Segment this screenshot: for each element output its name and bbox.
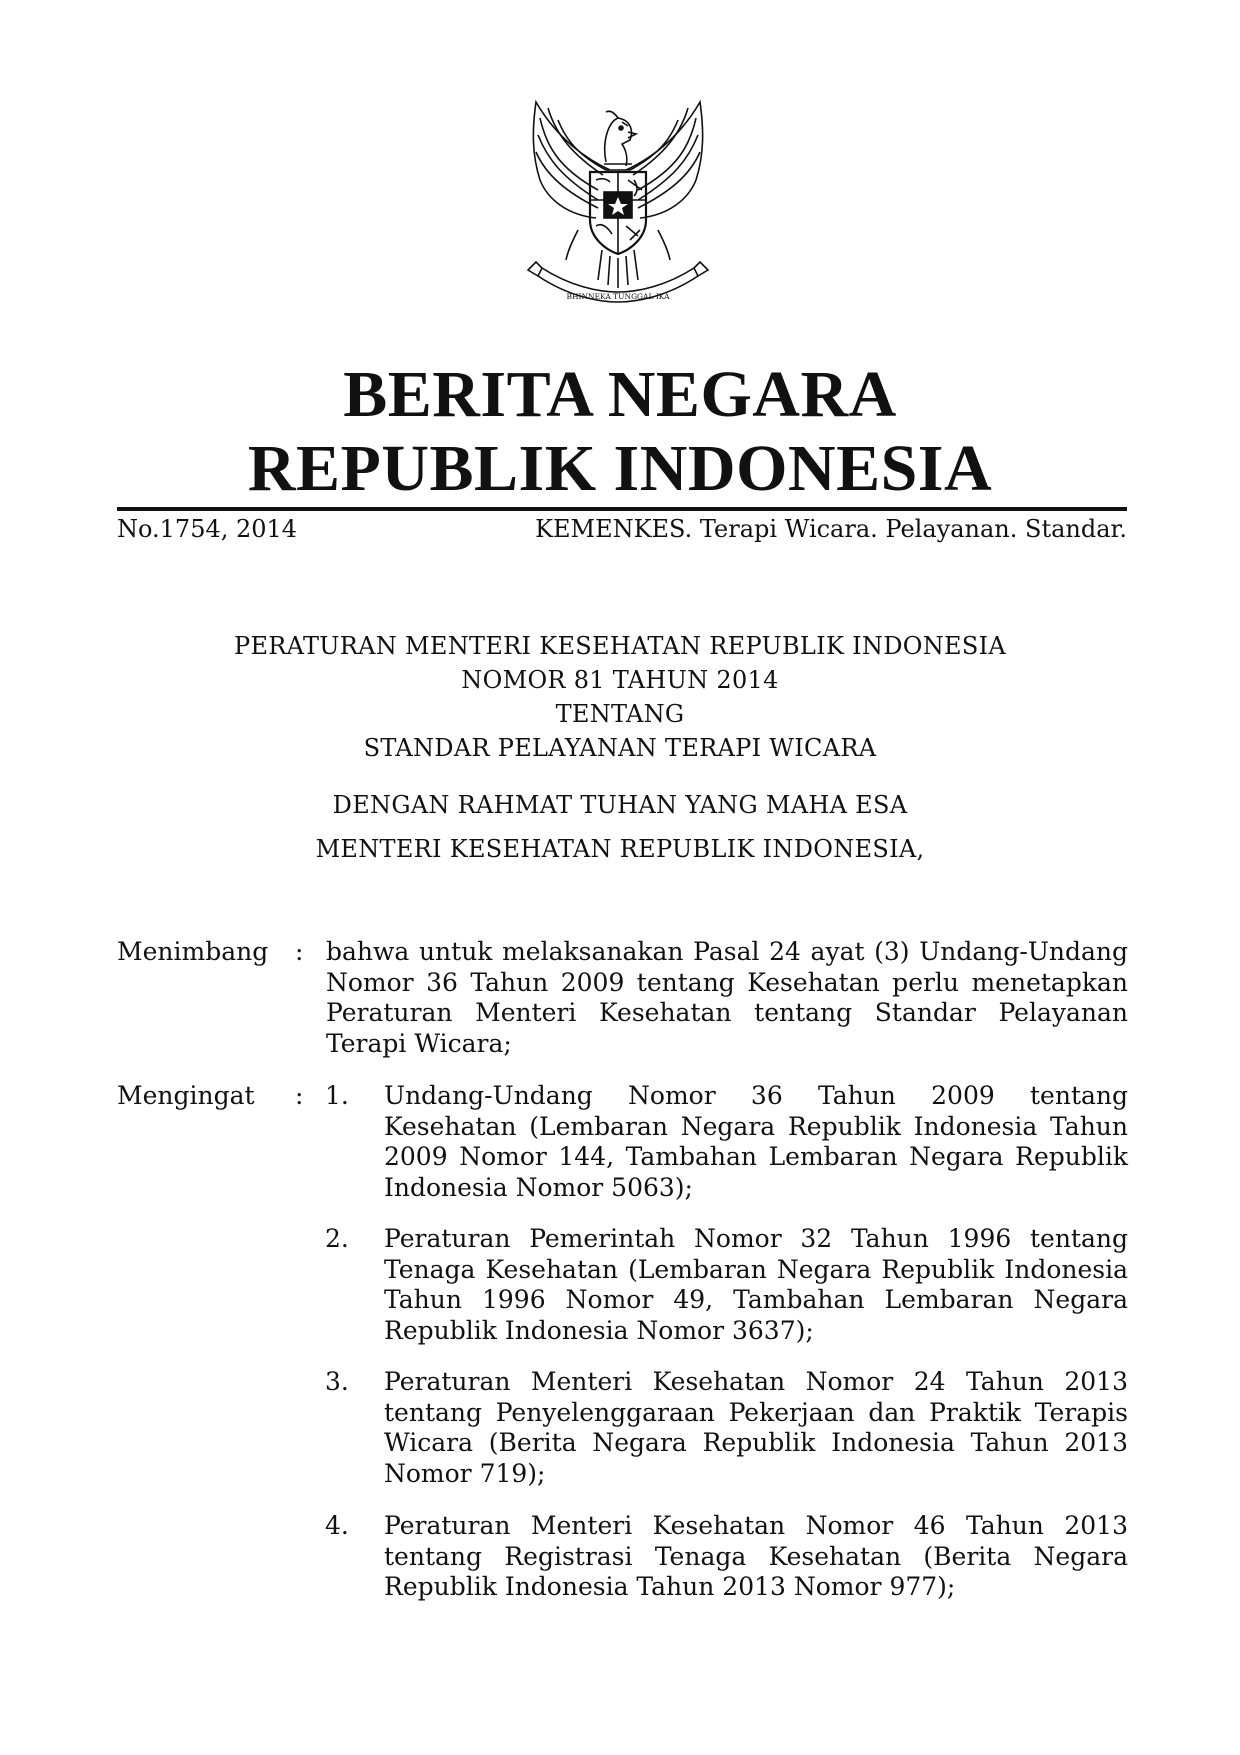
menimbang-colon: :	[295, 937, 304, 966]
list-item-number: 1.	[325, 1081, 349, 1110]
minister-line: MENTERI KESEHATAN REPUBLIK INDONESIA,	[315, 835, 925, 863]
list-item-text: Peraturan Pemerintah Nomor 32 Tahun 1996 tentang Tenaga Kesehatan (Lembaran Negara Republik Indonesia Tahun 1996 Nomor 49, Tambahan Lembaran Negara Republik Indonesia Nomor 3637);	[384, 1224, 1128, 1345]
menimbang-label: Menimbang	[117, 937, 269, 966]
menimbang-text: bahwa untuk melaksanakan Pasal 24 ayat (3) Undang-Undang Nomor 36 Tahun 2009 tentang Kesehatan perlu menetapkan Peraturan Menteri Kesehatan tentang Standar Pelayanan Terapi Wicara;	[326, 937, 1128, 1058]
regulation-title: PERATURAN MENTERI KESEHATAN REPUBLIK INDONESIA	[234, 632, 1006, 660]
garuda-pancasila-emblem	[518, 100, 718, 305]
gazette-title-line1: BERITA NEGARA	[343, 358, 897, 431]
mengingat-label: Mengingat	[117, 1081, 255, 1110]
list-item-number: 2.	[325, 1224, 349, 1253]
svg-text:BHINNEKA TUNGGAL IKA: BHINNEKA TUNGGAL IKA	[566, 292, 670, 301]
mengingat-colon: :	[295, 1081, 304, 1110]
list-item-text: Peraturan Menteri Kesehatan Nomor 46 Tahun 2013 tentang Registrasi Tenaga Kesehatan (Berita Negara Republik Indonesia Tahun 2013 Nomor 977);	[384, 1511, 1128, 1601]
list-item-text: Peraturan Menteri Kesehatan Nomor 24 Tahun 2013 tentang Penyelenggaraan Pekerjaan dan Praktik Terapis Wicara (Berita Negara Republik Indonesia Tahun 2013 Nomor 719);	[384, 1367, 1128, 1488]
list-item-number: 4.	[325, 1511, 349, 1540]
regulation-number: NOMOR 81 TAHUN 2014	[461, 666, 779, 694]
regulation-subject: STANDAR PELAYANAN TERAPI WICARA	[363, 734, 877, 762]
gazette-category: KEMENKES. Terapi Wicara. Pelayanan. Standar.	[535, 515, 1127, 543]
regulation-tentang: TENTANG	[555, 700, 685, 728]
header-divider	[117, 507, 1127, 511]
gazette-number: No.1754, 2014	[117, 515, 298, 543]
gazette-title-line2: REPUBLIK INDONESIA	[247, 432, 993, 505]
list-item-number: 3.	[325, 1367, 349, 1396]
list-item-text: Undang-Undang Nomor 36 Tahun 2009 tentang Kesehatan (Lembaran Negara Republik Indonesia Tahun 2009 Nomor 144, Tambahan Lembaran Negara Republik Indonesia Nomor 5063);	[384, 1081, 1128, 1202]
preamble-line: DENGAN RAHMAT TUHAN YANG MAHA ESA	[332, 791, 908, 819]
